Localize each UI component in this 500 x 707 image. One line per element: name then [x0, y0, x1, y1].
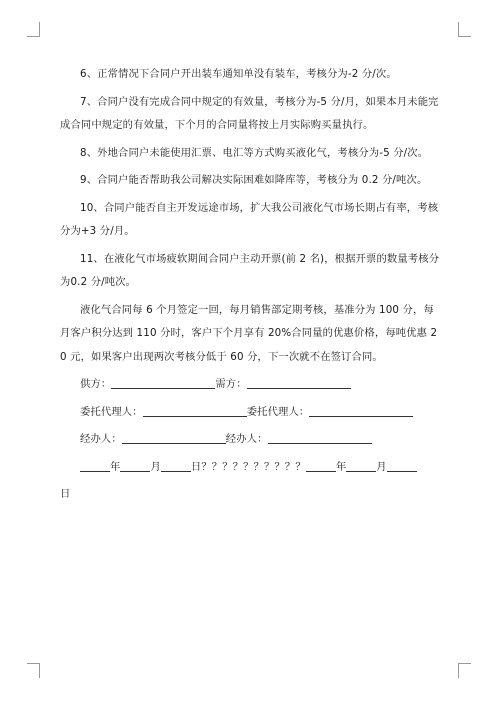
buyer-label: 需方：	[215, 378, 247, 390]
supplier-label: 供方：	[80, 378, 112, 390]
agent-signature-line	[60, 401, 442, 425]
day-blank-buyer	[387, 459, 417, 472]
year-blank-buyer	[306, 459, 336, 472]
agent-blank-buyer	[309, 404, 413, 417]
handler-blank-supplier	[122, 431, 226, 444]
clause-9: 9、合同户能否帮助我公司解决实际困难如降库等，考核分为 0.2 分/吨次。	[80, 174, 428, 186]
month-blank-supplier	[120, 459, 150, 472]
crop-mark-bottom-left	[27, 663, 40, 678]
crop-mark-top-right	[458, 22, 471, 37]
year-label-buyer: 年	[335, 460, 347, 473]
clause-6: 6、正常情况下合同户开出装车通知单没有装车，考核分为-2 分/次。	[80, 68, 397, 80]
supplier-blank	[111, 376, 215, 389]
buyer-blank	[247, 376, 351, 389]
clause-8: 8、外地合同户未能使用汇票、电汇等方式购买液化气，考核分为-5 分/次。	[80, 146, 429, 159]
handler-signature-line	[60, 428, 442, 452]
handler-blank-buyer	[268, 431, 372, 444]
month-blank-buyer	[346, 459, 376, 472]
crop-mark-top-left	[27, 22, 40, 37]
party-signature-line	[60, 373, 442, 397]
clause-7: 7、合同户没有完成合同中规定的有效量，考核分为-5 分/月，如果本月未能完成合同中规定的有效量，下个月的合同量将按上月实际购买量执行。	[60, 95, 439, 131]
clause-10: 10、合同户能否自主开发远途市场，扩大我公司液化气市场长期占有率，考核分为+3 分/月。	[60, 201, 439, 237]
agent-label-buyer: 委托代理人：	[246, 405, 310, 418]
month-label-supplier: 月	[150, 460, 161, 473]
handler-label-supplier: 经办人：	[80, 433, 122, 445]
document-body	[60, 63, 442, 511]
year-blank-supplier	[80, 459, 110, 472]
clause-11: 11、在液化气市场疲软期间合同户主动开票(前 2 名)，根据开票的数量考核分为0.2 分/吨次。	[60, 252, 440, 288]
day-label-buyer: 日	[60, 488, 71, 500]
agent-label-supplier: 委托代理人：	[80, 405, 143, 418]
agent-blank-supplier	[143, 404, 247, 417]
crop-mark-bottom-right	[458, 663, 471, 678]
day-blank-supplier	[161, 459, 191, 472]
day-label-supplier: 日？？？？？？？？？？	[190, 460, 306, 473]
date-line	[60, 456, 442, 480]
year-label-supplier: 年	[110, 460, 121, 473]
handler-label-buyer: 经办人：	[225, 433, 268, 445]
contract-terms: 液化气合同每 6 个月签定一回，每月销售部定期考核，基准分为 100 分，每月客户积分达到 110 分时，客户下个月享有 20%合同量的优惠价格，每吨优惠 20 元，如果客户出现两次考核分低于 60 分，下一次就不在签订合同。	[60, 303, 438, 363]
month-label-buyer: 月	[376, 460, 387, 473]
